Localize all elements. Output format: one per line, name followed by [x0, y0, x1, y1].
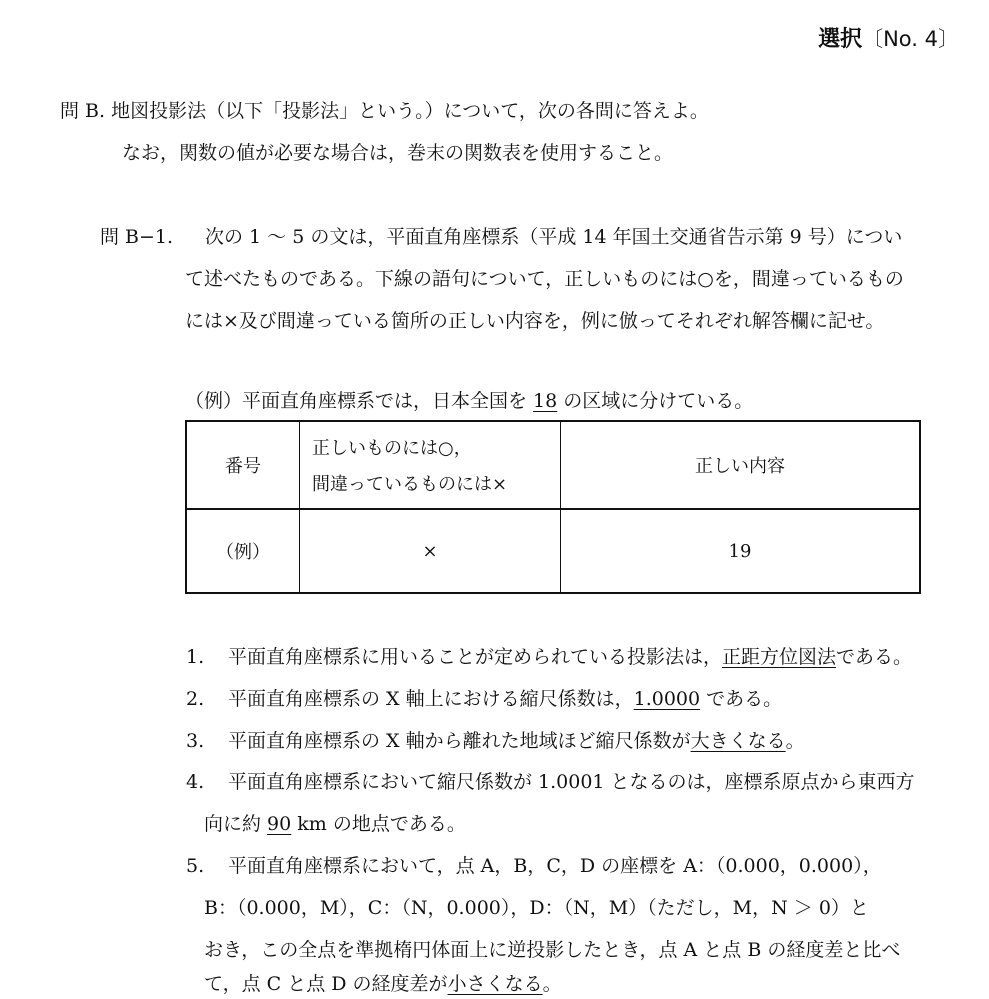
example-text-pre: （例）平面直角座標系では，日本全国を	[185, 390, 534, 412]
item-5-line-4	[204, 975, 562, 994]
item-2-underlined: 1.0000	[633, 688, 701, 710]
item-2-number: 2.	[186, 688, 205, 710]
question-label: 問 B−1.	[100, 226, 174, 248]
item-4-number: 4.	[186, 771, 205, 793]
item-3-number: 3.	[186, 730, 205, 752]
item-5-line-3: おき，この全点を準拠楕円体面上に逆投影したとき，点 A と点 B の経度差と比べ	[204, 939, 901, 961]
item-4-underlined: 90	[267, 813, 292, 835]
item-1-text-pre: 平面直角座標系に用いることが定められている投影法は，	[228, 646, 723, 668]
section-number: 〔No. 4〕	[862, 27, 959, 51]
item-5-text-post: 。	[542, 973, 562, 995]
example-answer-table	[185, 420, 921, 594]
item-5-text-pre: て，点 C と点 D の経度差が	[204, 973, 448, 995]
item-5-line-2: B：（0.000，M），C：（N，0.000），D：（N，M）（ただし，M，N ＞ 0）と	[204, 897, 869, 919]
item-1-text	[228, 648, 912, 667]
question-line-2: て述べたものである。下線の語句について，正しいものには○を，間違っているもの	[185, 268, 904, 290]
item-3-text-pre: 平面直角座標系の X 軸から離れた地域ほど縮尺係数が	[228, 730, 691, 752]
item-4-text-post: km の地点である。	[291, 813, 466, 835]
item-4-text-pre: 向に約	[204, 813, 268, 835]
table-header-judgement	[300, 422, 560, 508]
table-cell-number: （例）	[216, 542, 270, 563]
item-4-line-2	[204, 815, 466, 834]
table-header-correct-content: 正しい内容	[695, 456, 785, 477]
page-section-header	[818, 22, 959, 53]
example-underlined: 18	[533, 390, 558, 412]
table-cell-correct-content: 19	[728, 540, 752, 562]
item-3-text-post: 。	[785, 730, 805, 752]
item-1-underlined: 正距方位図法	[722, 646, 837, 668]
item-5-underlined: 小さくなる	[447, 973, 543, 995]
question-line-1: 次の 1 〜 5 の文は，平面直角座標系（平成 14 年国土交通省告示第 9 号）につい	[205, 226, 903, 248]
item-4-line-1: 平面直角座標系において縮尺係数が 1.0001 となるのは，座標系原点から東西方	[228, 771, 915, 793]
table-header-judgement-line-2: 間違っているものには×	[312, 474, 508, 495]
item-2-text-pre: 平面直角座標系の X 軸上における縮尺係数は，	[228, 688, 634, 710]
item-1-number: 1.	[186, 646, 205, 668]
example-text-post: の区域に分けている。	[557, 390, 754, 412]
item-3-underlined: 大きくなる	[690, 730, 786, 752]
item-5-line-1: 平面直角座標系において，点 A，B，C，D の座標を A：（0.000，0.000），	[228, 855, 882, 877]
item-5-number: 5.	[186, 855, 205, 877]
table-header-number: 番号	[225, 456, 261, 477]
item-3-text	[228, 732, 805, 751]
table-cell-judgement: ×	[422, 540, 438, 562]
intro-line-2: なお，関数の値が必要な場合は，巻末の関数表を使用すること。	[122, 142, 674, 164]
intro-line-1: 問 B. 地図投影法（以下「投影法」という。）について，次の各問に答えよ。	[60, 100, 709, 122]
section-title: 選択	[818, 27, 863, 52]
item-1-text-post: である。	[836, 646, 913, 668]
item-2-text	[228, 690, 782, 709]
example-sentence	[185, 392, 753, 411]
item-2-text-post: である。	[700, 688, 783, 710]
question-line-3: には×及び間違っている箇所の正しい内容を，例に倣ってそれぞれ解答欄に記せ。	[185, 310, 885, 332]
table-header-judgement-line-1: 正しいものには○，	[312, 438, 472, 459]
